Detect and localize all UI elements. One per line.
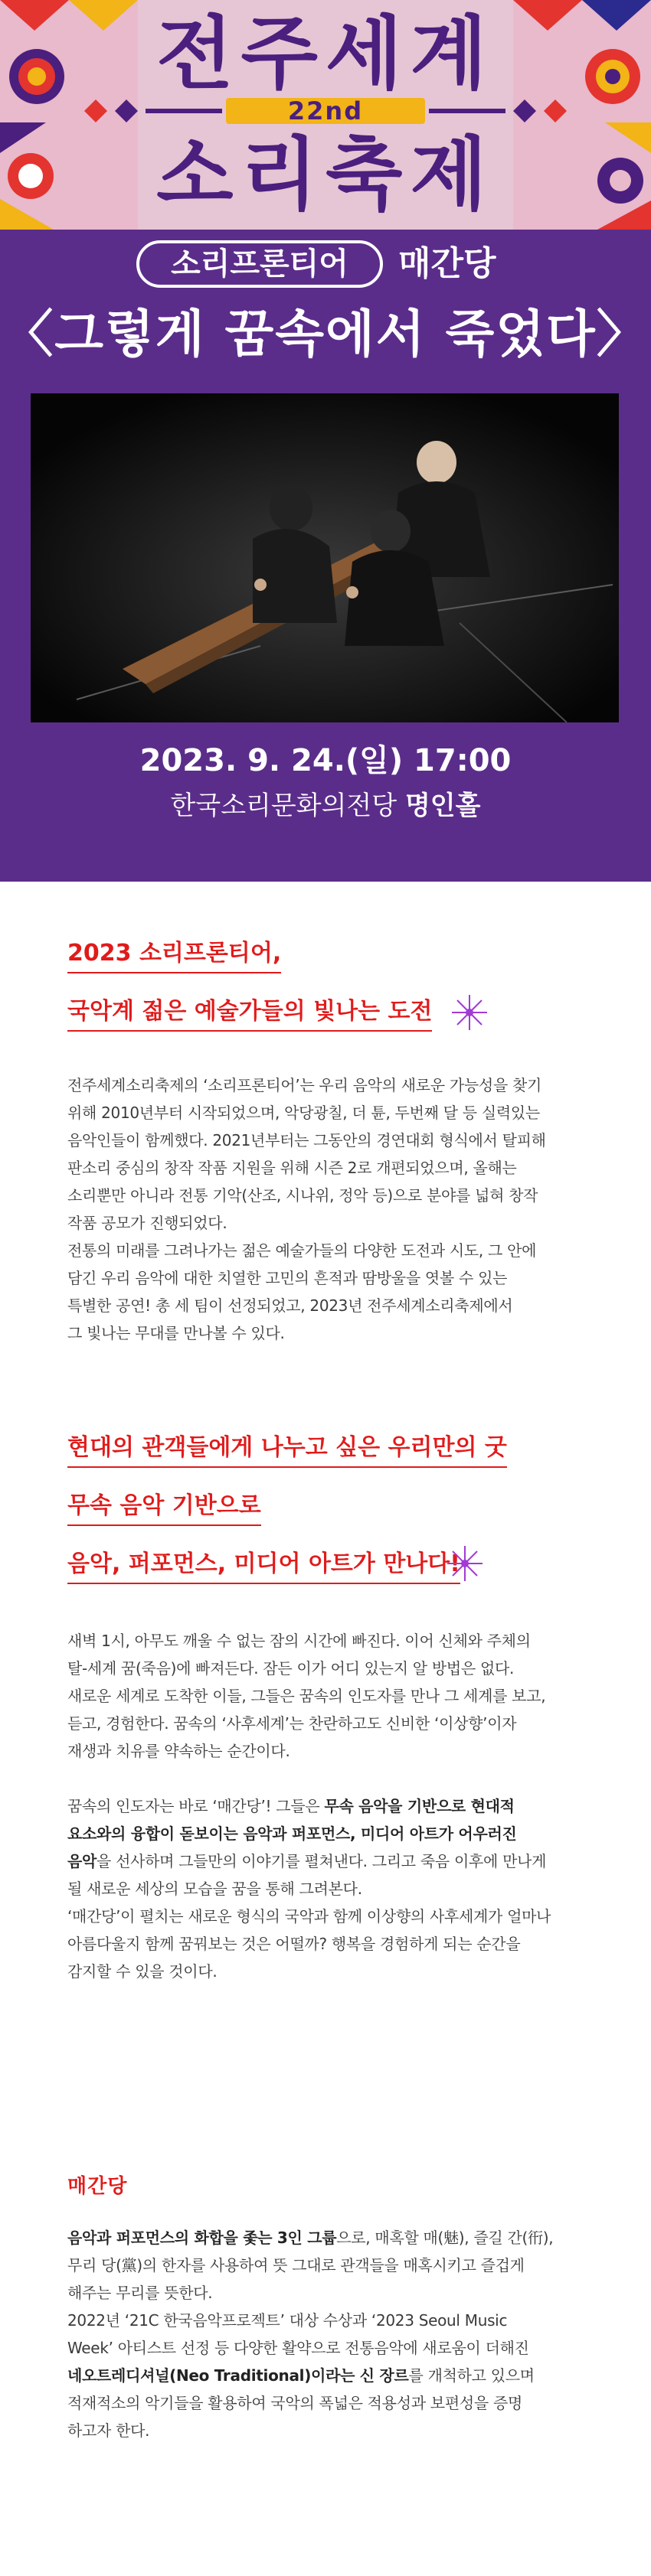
text-line: 듣고, 경험한다. 꿈속의 ‘사후세계’는 찬란하고도 신비한 ‘이상향’이자 xyxy=(67,1714,517,1733)
text-line: 위해 2010년부터 시작되었으며, 악당광칠, 더 튠, 두번째 달 등 실력있는 xyxy=(67,1104,540,1122)
text-line: 소리뿐만 아니라 전통 기악(산조, 시나위, 정악 등)으로 분야를 넓혀 창작 xyxy=(67,1186,538,1205)
section2-paragraph2 xyxy=(67,1792,588,1985)
text-line: 전주세계소리축제의 ‘소리프론티어’는 우리 음악의 새로운 가능성을 찾기 xyxy=(67,1076,542,1094)
text-line: 해주는 무리를 뜻한다. xyxy=(67,2284,213,2302)
text-line: 아름다울지 함께 꿈꿔보는 것은 어떨까? 행복을 경험하게 되는 순간을 xyxy=(67,1935,521,1953)
text-line: 재생과 치유를 약속하는 순간이다. xyxy=(67,1742,290,1760)
text-line: 그 빛나는 무대를 만나볼 수 있다. xyxy=(67,1324,285,1342)
festival-title-line2: 소리축제 xyxy=(156,128,495,221)
text-line: 탈-세계 꿈(죽음)에 빠져든다. 잠든 이가 어디 있는지 알 방법은 없다. xyxy=(67,1659,515,1678)
event-venue xyxy=(0,788,651,823)
section3-paragraph xyxy=(67,2224,588,2444)
text-line: 새로운 세계로 도착한 이들, 그들은 꿈속의 인도자를 만나 그 세계를 보고, xyxy=(67,1687,546,1705)
section2-heading-line3: 음악, 퍼포먼스, 미디어 아트가 만나다! xyxy=(67,1547,460,1584)
program-block xyxy=(0,230,651,882)
text-line: 네오트레디셔널(Neo Traditional)이라는 신 장르를 개척하고 있으며 xyxy=(67,2366,535,2385)
festival-banner xyxy=(0,0,651,230)
event-date: 2023. 9. 24.(일) 17:00 xyxy=(139,743,512,778)
performance-photo-illustration xyxy=(31,393,619,722)
text-line: ‘매간당’이 펼치는 새로운 형식의 국악과 함께 이상향의 사후세계가 얼마나 xyxy=(67,1907,551,1925)
text-line: 적재적소의 악기들을 활용하여 국악의 폭넓은 적용성과 보편성을 증명 xyxy=(67,2394,522,2412)
section1-paragraph xyxy=(67,1071,588,1347)
section2-heading-line2: 무속 음악 기반으로 xyxy=(67,1489,261,1526)
text-line: 새벽 1시, 아무도 깨울 수 없는 잠의 시간에 빠진다. 이어 신체와 주체의 xyxy=(67,1632,531,1650)
group-badge: 매간당 xyxy=(67,2175,128,2198)
series-badge: 소리프론티어 xyxy=(136,240,383,288)
performance-photo xyxy=(31,393,619,722)
section1-heading-line1: 2023 소리프론티어, xyxy=(67,937,281,973)
venue-name: 한국소리문화의전당 xyxy=(170,791,397,821)
text-line: 판소리 중심의 창작 작품 지원을 위해 시즌 2로 개편되었으며, 올해는 xyxy=(67,1159,517,1177)
text-line: 꿈속의 인도자는 바로 ‘매간당’! 그들은 무속 음악을 기반으로 현대적 xyxy=(67,1797,515,1815)
text-line: 음악인들이 함께했다. 2021년부터는 그동안의 경연대회 형식에서 탈피해 xyxy=(67,1131,546,1149)
text-line: 특별한 공연! 총 세 팀이 선정되었고, 2023년 전주세계소리축제에서 xyxy=(67,1296,513,1315)
text-line: 무리 당(黨)의 한자를 사용하여 뜻 그대로 관객들을 매혹시키고 즐겁게 xyxy=(67,2256,525,2274)
sparkle-icon xyxy=(446,1544,484,1583)
text-line: 될 새로운 세상의 모습을 꿈을 통해 그려본다. xyxy=(67,1880,362,1898)
text-line: 감지할 수 있을 것이다. xyxy=(67,1962,218,1981)
text-line: 작품 공모가 진행되었다. xyxy=(67,1214,227,1232)
text-line: 하고자 한다. xyxy=(67,2421,150,2440)
section2-heading-line1: 현대의 관객들에게 나누고 싶은 우리만의 굿 xyxy=(67,1431,507,1468)
performance-title: 〈그렇게 꿈속에서 죽었다〉 xyxy=(2,305,649,364)
festival-title-line1: 전주세계 xyxy=(156,7,495,100)
venue-hall: 명인홀 xyxy=(404,791,481,821)
section1-heading-line2: 국악계 젊은 예술가들의 빛나는 도전 xyxy=(67,995,432,1032)
text-line: 음악을 선사하며 그들만의 이야기를 펼쳐낸다. 그리고 죽음 이후에 만나게 xyxy=(67,1852,547,1870)
text-line: 음악과 퍼포먼스의 화합을 좇는 3인 그룹으로, 매혹할 매(魅), 즐길 간(衎), xyxy=(67,2229,554,2247)
group-name: 매간당 xyxy=(398,244,496,283)
text-line: 전통의 미래를 그려나가는 젊은 예술가들의 다양한 도전과 시도, 그 안에 xyxy=(67,1241,537,1260)
festival-edition: 22nd xyxy=(287,96,364,126)
sparkle-icon xyxy=(450,993,489,1032)
text-line: 담긴 우리 음악에 대한 치열한 고민의 흔적과 땀방울을 엿볼 수 있는 xyxy=(67,1269,508,1287)
text-line: 요소와의 융합이 돋보이는 음악과 퍼포먼스, 미디어 아트가 어우러진 xyxy=(67,1824,517,1843)
text-line: Week’ 아티스트 선정 등 다양한 활약으로 전통음악에 새로움이 더해진 xyxy=(67,2339,529,2357)
text-line: 2022년 ‘21C 한국음악프로젝트’ 대상 수상과 ‘2023 Seoul Music xyxy=(67,2311,508,2330)
section2-paragraph1 xyxy=(67,1627,588,1765)
